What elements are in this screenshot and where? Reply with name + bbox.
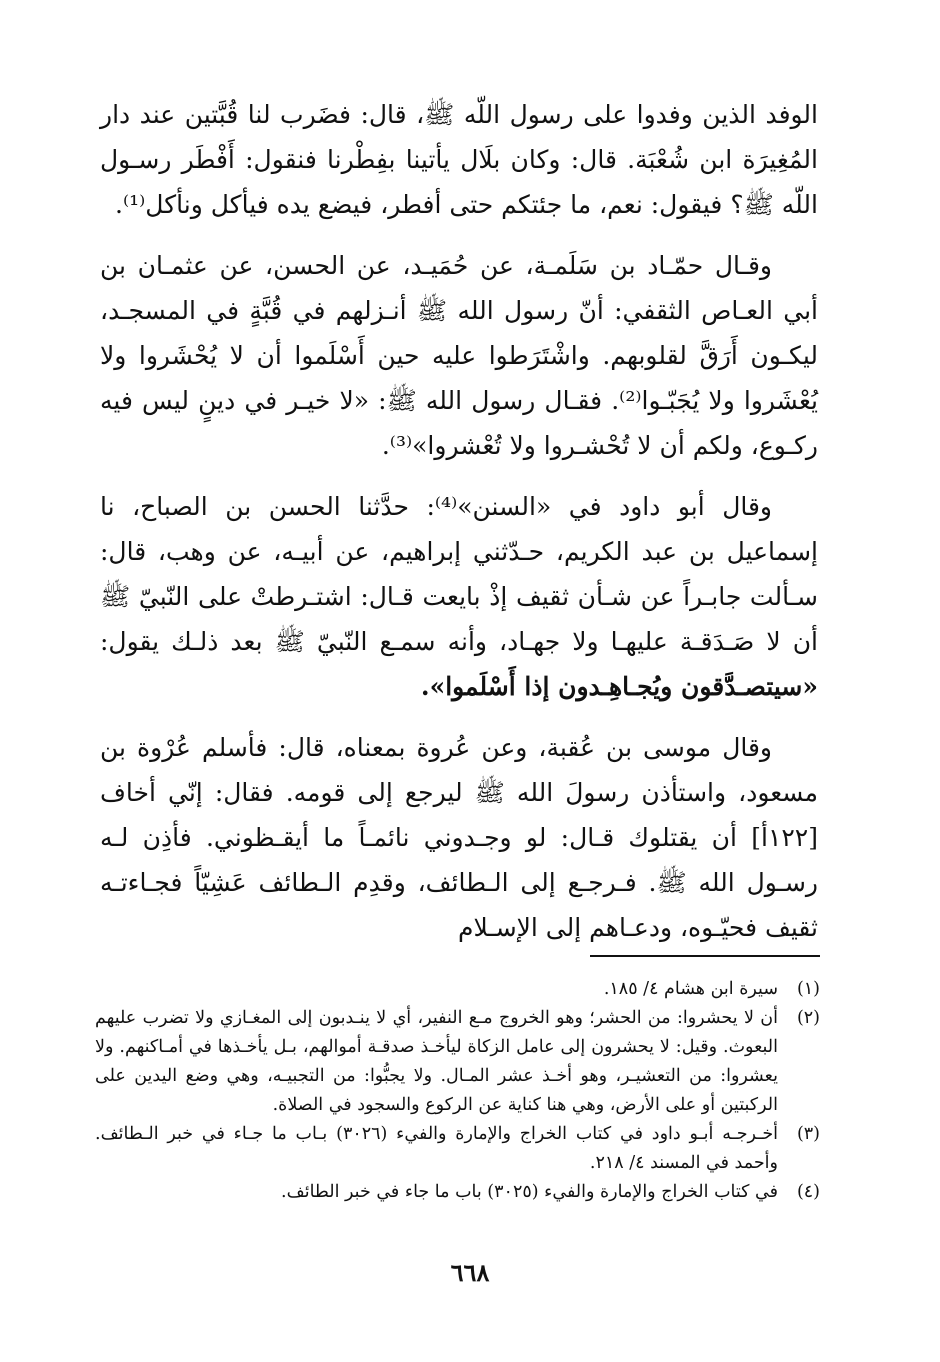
footnote-number: (٤) [796, 1182, 820, 1202]
paragraph-2: وقـال حمّـاد بن سَلَمـة، عن حُمَيـد، عن الحسن، عن عثمـان بن أبي العـاص الثقفي: أنّ رسول الله ﷺ أنـزلهم في قُبَّةٍ في المسجـد، ليكـون أَرَقَّ لقلوبهم. واشْتَرَطوا عليه حين أَسْلَموا أن لا يُحْشَروا ولا يُعْشَروا ولا يُجَبّـوا⁽²⁾. فقـال رسول الله ﷺ: «لا خيـر في دينٍ ليس فيه ركـوع، ولكم أن لا تُحْشـروا ولا تُعْشروا»⁽³⁾. [100, 251, 818, 460]
footnote-text: في كتاب الخراج والإمارة والفيء (٣٠٢٥) باب ما جاء في خبر الطائف. [281, 1182, 778, 1202]
footnote-text: أن لا يحشروا: من الحشر؛ وهو الخروج مـع النفير، أي لا ينـدبون إلى المغـازي ولا تضرب عليهم البعوث. وقيل: لا يحشرون إلى عامل الزكاة ليأخـذ صدقـة أموالهم، بـل يأخـذها في أمـاكنهم. ولا يعشروا: من التعشيـر، وهو أخـذ عشر المـال. ولا يجبُّوا: من التجبيـه، وهي وضع اليدين على الركبتين أو على الأرض، وهي هنا كناية عن الركوع والسجود في الصلاة. [95, 1008, 778, 1115]
footnote-4 [95, 1178, 820, 1207]
footnote-divider [590, 955, 820, 957]
footnote-text: سيرة ابن هشام ٤/ ١٨٥. [603, 979, 778, 999]
footnote-number: (١) [796, 979, 820, 999]
footnote-3 [95, 1120, 820, 1178]
footnote-number: (٣) [796, 1124, 820, 1144]
paragraph-4: وقال موسى بن عُقبة، وعن عُروة بمعناه، قال: فأسلم عُرْوة بن مسعود، واستأذن رسولَ الله ﷺ ليرجع إلى قومه. فقال: إنّي أخاف [١٢٢أ] أن يقتلوك قـال: لو وجـدوني نائمـاً ما أيقـظوني. فأذِن لـه رسـول الله ﷺ. فـرجـع إلى الـطائف، وقدِم الـطائف عَشِيّاً فجـاءتـه ثقيف فحيّـوه، ودعـاهم إلى الإسـلام [100, 733, 818, 942]
footnotes [95, 975, 820, 1207]
paragraph-3-text: وقال أبو داود في «السنن»⁽⁴⁾: حدَّثنا الحسن بن الصباح، نا إسماعيل بن عبد الكريم، حـدّثني إبراهيم، عن أبيـه، عن وهب، قال: سـألت جابـراً عن شـأن ثقيف إذْ بايعت قـال: اشتـرطتْ على النّبيّ ﷺ أن لا صَـدَقـة عليهـا ولا جهـاد، وأنه سمـع النّبيّ ﷺ بعد ذلـك يقول: [100, 492, 818, 656]
footnote-2 [95, 1004, 820, 1120]
paragraph-3 [100, 484, 818, 709]
page-number: ٦٦٨ [450, 1258, 490, 1287]
prophetic-quote: «سيتصـدَّقون ويُجـاهِـدون إذا أَسْلَموا». [420, 672, 818, 701]
footnote-number: (٢) [796, 1008, 820, 1028]
paragraph-1: الوفد الذين وفدوا على رسول اللّه ﷺ، قال: فضَرب لنا قُبَّتين عند دار المُغِيرَة ابن شُعْبَة. قال: وكان بلَال يأتينا بفِطْرنا فنقول: أَفْطَر رسـول اللّه ﷺ؟ فيقول: نعم، ما جئتكم حتى أفطر، فيضع يده فيأكل ونأكل⁽¹⁾. [100, 100, 818, 219]
footnote-text: أخـرجـه أبـو داود في كتاب الخراج والإمارة والفيء (٣٠٢٦) بـاب ما جـاء في خبر الـطائف. وأحمد في المسند ٤/ ٢١٨. [95, 1124, 778, 1173]
footnote-1 [95, 975, 820, 1004]
main-text [100, 92, 818, 966]
